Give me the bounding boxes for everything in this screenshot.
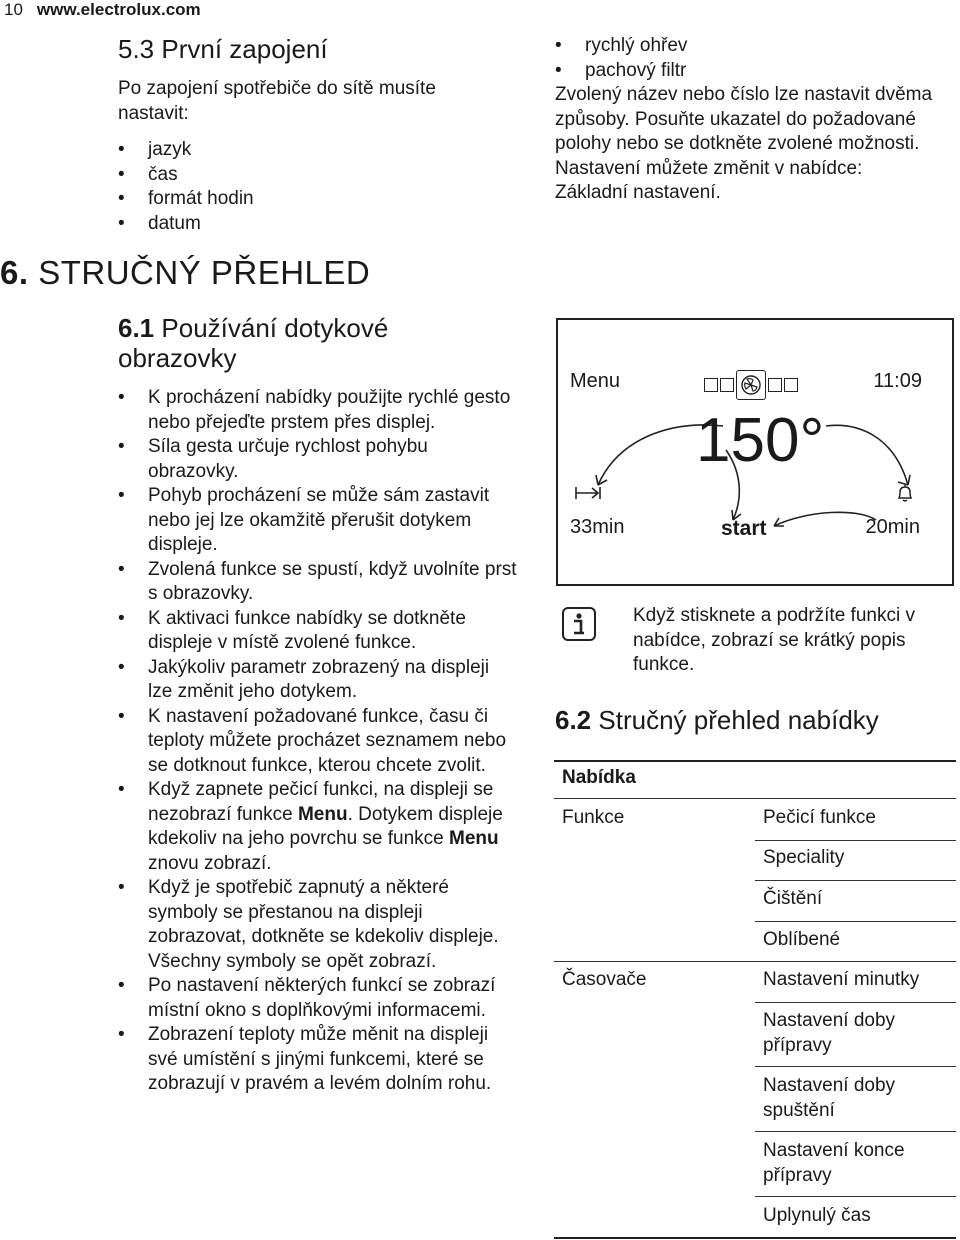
display-right-value: 20min: [865, 516, 920, 538]
table-header: Nabídka: [562, 767, 636, 788]
list-item: • Pohyb procházení se může sám zastavit nebo jej lze okamžitě přerušit dotykem displeje.: [118, 484, 518, 558]
display-icons: [704, 370, 798, 400]
display-illustration: [556, 318, 954, 586]
list-item: • Když je spotřebič zapnutý a některé symboly se přestanou na displeji zobrazovat, dotkněte se kdekoliv displeje. Všechny symboly se opět zobrazí.: [118, 876, 518, 974]
square-icon: [720, 378, 734, 392]
table-top-rule: [554, 760, 956, 762]
table-group-label: Funkce: [562, 807, 625, 828]
duration-icon: [574, 484, 602, 502]
heading-6-number: 6.: [0, 254, 29, 291]
heading-6-2-title: Stručný přehled nabídky: [598, 705, 879, 735]
heading-6-1: [118, 313, 438, 373]
list-item: • K aktivaci funkce nabídky se dotkněte displeje v místě zvolené funkce.: [118, 607, 518, 656]
table-cell: Oblíbené: [763, 929, 841, 950]
list-item: • Po nastavení některých funkcí se zobrazí místní okno s doplňkovými informacemi.: [118, 974, 518, 1023]
table-group-label: Časovače: [562, 969, 647, 990]
header-url: www.electrolux.com: [36, 0, 201, 19]
square-icon: [784, 378, 798, 392]
table-cell: Čištění: [763, 888, 823, 909]
info-icon: [561, 606, 597, 642]
table-rule: [755, 921, 956, 922]
list-item-menu: [118, 778, 518, 876]
menu-label: Menu: [449, 828, 499, 849]
table-cell: Nastavení konce přípravy: [763, 1140, 905, 1186]
table-rule: [755, 1131, 956, 1132]
page-number: 10: [4, 0, 23, 19]
list-item: • rychlý ohřev: [555, 34, 955, 59]
list-right-top: [555, 34, 955, 83]
list-item: • K procházení nabídky použijte rychlé gesto nebo přejeďte prstem přes displej.: [118, 386, 518, 435]
table-rule: [554, 961, 956, 962]
fan-icon: [736, 370, 766, 400]
table-rule: [554, 798, 956, 799]
heading-6-title: STRUČNÝ PŘEHLED: [38, 254, 371, 291]
table-rule: [755, 1066, 956, 1067]
table-rule: [755, 1196, 956, 1197]
list-item: • pachový filtr: [555, 59, 955, 84]
display-start-label: start: [721, 517, 767, 540]
display-time: 11:09: [873, 370, 922, 392]
list-item: • Zvolená funkce se spustí, když uvolníte prst s obrazovky.: [118, 558, 518, 607]
heading-6: [0, 254, 370, 292]
table-cell: Uplynulý čas: [763, 1205, 871, 1226]
table-rule: [755, 840, 956, 841]
text: Když zapnete pečicí funkci, na displeji se nezobrazí funkce: [148, 779, 494, 825]
heading-5-3-title: První zapojení: [161, 34, 328, 64]
display-left-value: 33min: [570, 516, 625, 538]
list-5-3: [118, 138, 528, 236]
paragraph-right-top: Zvolený název nebo číslo lze nastavit dvěma způsoby. Posuňte ukazatel do požadované polohy nebo se dotkněte zvolené možnosti. Nastavení můžete změnit v nabídce: Základní nastavení.: [555, 84, 933, 203]
heading-5-3-number: 5.3: [118, 34, 155, 64]
table-bottom-rule: [554, 1237, 956, 1239]
heading-5-3: [118, 34, 528, 64]
text: znovu zobrazí.: [148, 852, 272, 874]
heading-6-2-number: 6.2: [555, 705, 592, 735]
display-temperature: 150°: [696, 406, 825, 475]
intro-5-3: Po zapojení spotřebiče do sítě musíte nastavit:: [118, 78, 436, 124]
table-cell: Nastavení doby přípravy: [763, 1010, 896, 1056]
table-rule: [755, 880, 956, 881]
list-item: • Síla gesta určuje rychlost pohybu obrazovky.: [118, 435, 518, 484]
heading-6-1-title: Používání dotykové obrazovky: [118, 313, 389, 373]
list-item: • Zobrazení teploty může měnit na displeji své umístění s jinými funkcemi, které se zobrazují v pravém a levém dolním rohu.: [118, 1023, 518, 1097]
square-icon: [704, 378, 718, 392]
square-icon: [768, 378, 782, 392]
page-header: [4, 0, 201, 20]
info-text: Když stisknete a podržíte funkci v nabídce, zobrazí se krátký popis funkce.: [633, 605, 915, 675]
table-cell: Pečicí funkce: [763, 807, 876, 828]
table-cell: Nastavení minutky: [763, 969, 920, 990]
bell-icon: [894, 482, 916, 504]
list-item: • K nastavení požadované funkce, času či teploty můžete procházet seznamem nebo se dotknout funkce, kterou chcete zvolit.: [118, 705, 518, 779]
heading-6-2: [555, 705, 955, 735]
text: . Dotykem displeje kdekoliv na jeho povrchu se funkce: [148, 803, 503, 849]
table-rule: [755, 1002, 956, 1003]
display-menu-label: Menu: [570, 370, 621, 392]
list-6-1: [118, 386, 518, 1097]
list-item: • čas: [118, 163, 528, 188]
list-item: • jazyk: [118, 138, 528, 163]
list-item: • Jakýkoliv parametr zobrazený na displeji lze změnit jeho dotykem.: [118, 656, 518, 705]
list-item: • datum: [118, 212, 528, 237]
table-cell: Nastavení doby spuštění: [763, 1075, 896, 1121]
heading-6-1-number: 6.1: [118, 313, 155, 343]
table-cell: Speciality: [763, 847, 845, 868]
list-item: • formát hodin: [118, 187, 528, 212]
menu-label: Menu: [297, 803, 348, 825]
